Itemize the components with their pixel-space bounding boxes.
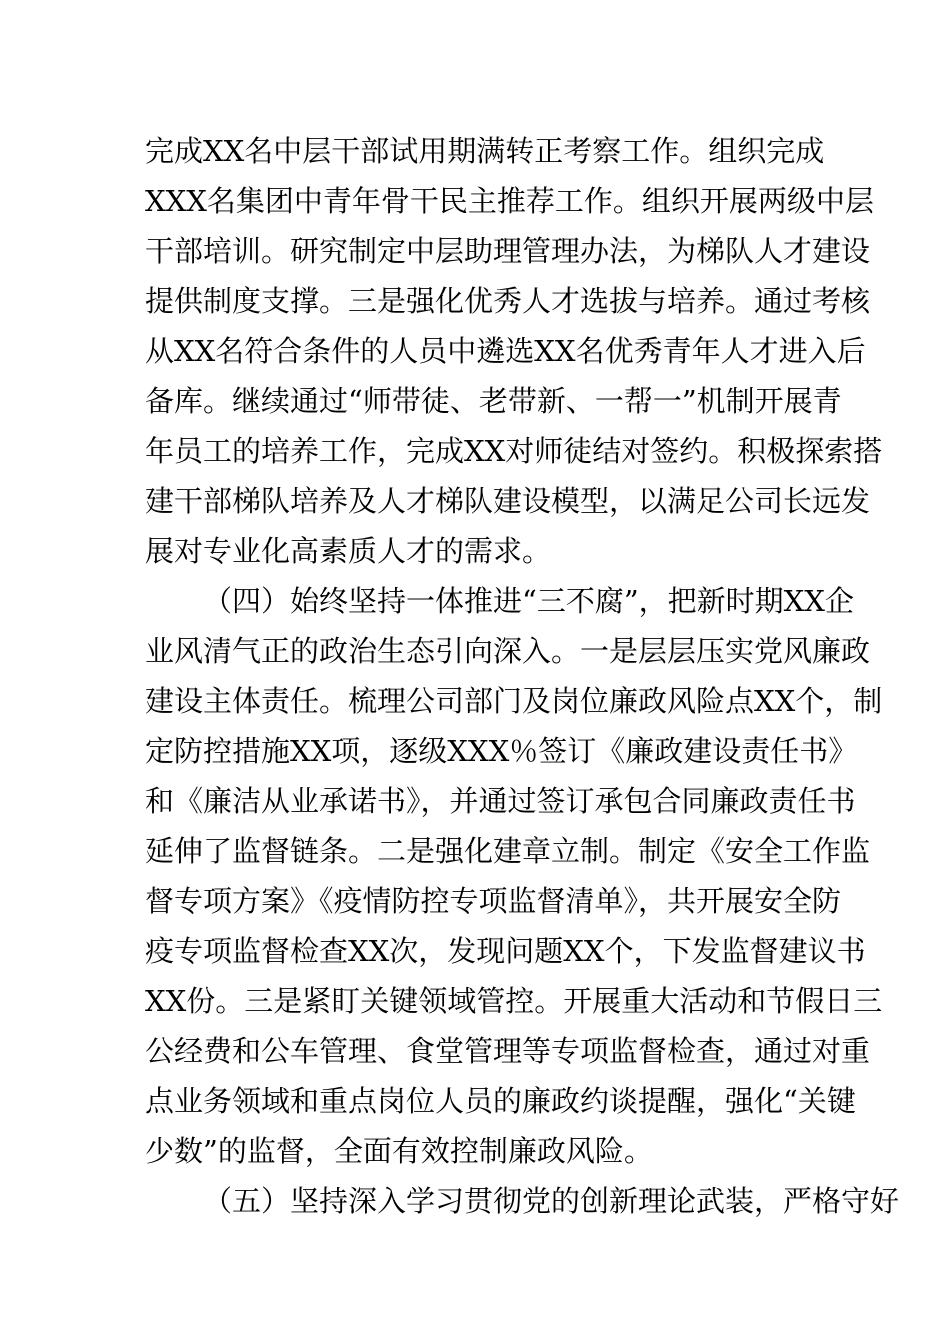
body-line: 点业务领域和重点岗位人员的廉政约谈提醒，强化“关键	[145, 1084, 856, 1118]
body-line: 年员工的培养工作，完成XX对师徒结对签约。积极探索搭	[145, 434, 883, 468]
body-line: 疫专项监督检查XX次，发现问题XX个，下发监督建议书	[145, 934, 866, 968]
document-body	[145, 126, 900, 1226]
body-line: 延伸了监督链条。二是强化建章立制。制定《安全工作监	[145, 834, 871, 868]
body-line: 提供制度支撑。三是强化优秀人才选拔与培养。通过考核	[145, 284, 871, 318]
body-line: 完成XX名中层干部试用期满转正考察工作。组织完成	[145, 134, 825, 168]
body-line: 建设主体责任。梳理公司部门及岗位廉政风险点XX个，制	[145, 684, 883, 718]
body-line: XXX名集团中青年骨干民主推荐工作。组织开展两级中层	[145, 184, 874, 218]
body-line: 干部培训。研究制定中层助理管理办法，为梯队人才建设	[145, 234, 871, 268]
section-four-heading-line: （四）始终坚持一体推进“三不腐”，把新时期XX企	[203, 584, 854, 618]
body-line: 和《廉洁从业承诺书》，并通过签订承包合同廉政责任书	[145, 784, 856, 818]
body-line: 定防控措施XX项，逐级XXX％签订《廉政建设责任书》	[145, 734, 858, 768]
body-line: 备库。继续通过“师带徒、老带新、一帮一”机制开展青	[145, 384, 842, 418]
section-five-heading-line: （五）坚持深入学习贯彻党的创新理论武装，严格守好	[203, 1184, 900, 1218]
body-line: 从XX名符合条件的人员中遴选XX名优秀青年人才进入后	[145, 334, 866, 368]
body-line: XX份。三是紧盯关键领域管控。开展重大活动和节假日三	[145, 984, 883, 1018]
body-line: 公经费和公车管理、食堂管理等专项监督检查，通过对重	[145, 1034, 871, 1068]
body-line: 展对专业化高素质人才的需求。	[145, 534, 552, 568]
body-line: 业风清气正的政治生态引向深入。一是层层压实党风廉政	[145, 634, 871, 668]
body-line: 少数”的监督，全面有效控制廉政风险。	[145, 1134, 653, 1168]
body-line: 督专项方案》《疫情防控专项监督清单》，共开展安全防	[145, 884, 842, 918]
body-line: 建干部梯队培养及人才梯队建设模型，以满足公司长远发	[145, 484, 871, 518]
